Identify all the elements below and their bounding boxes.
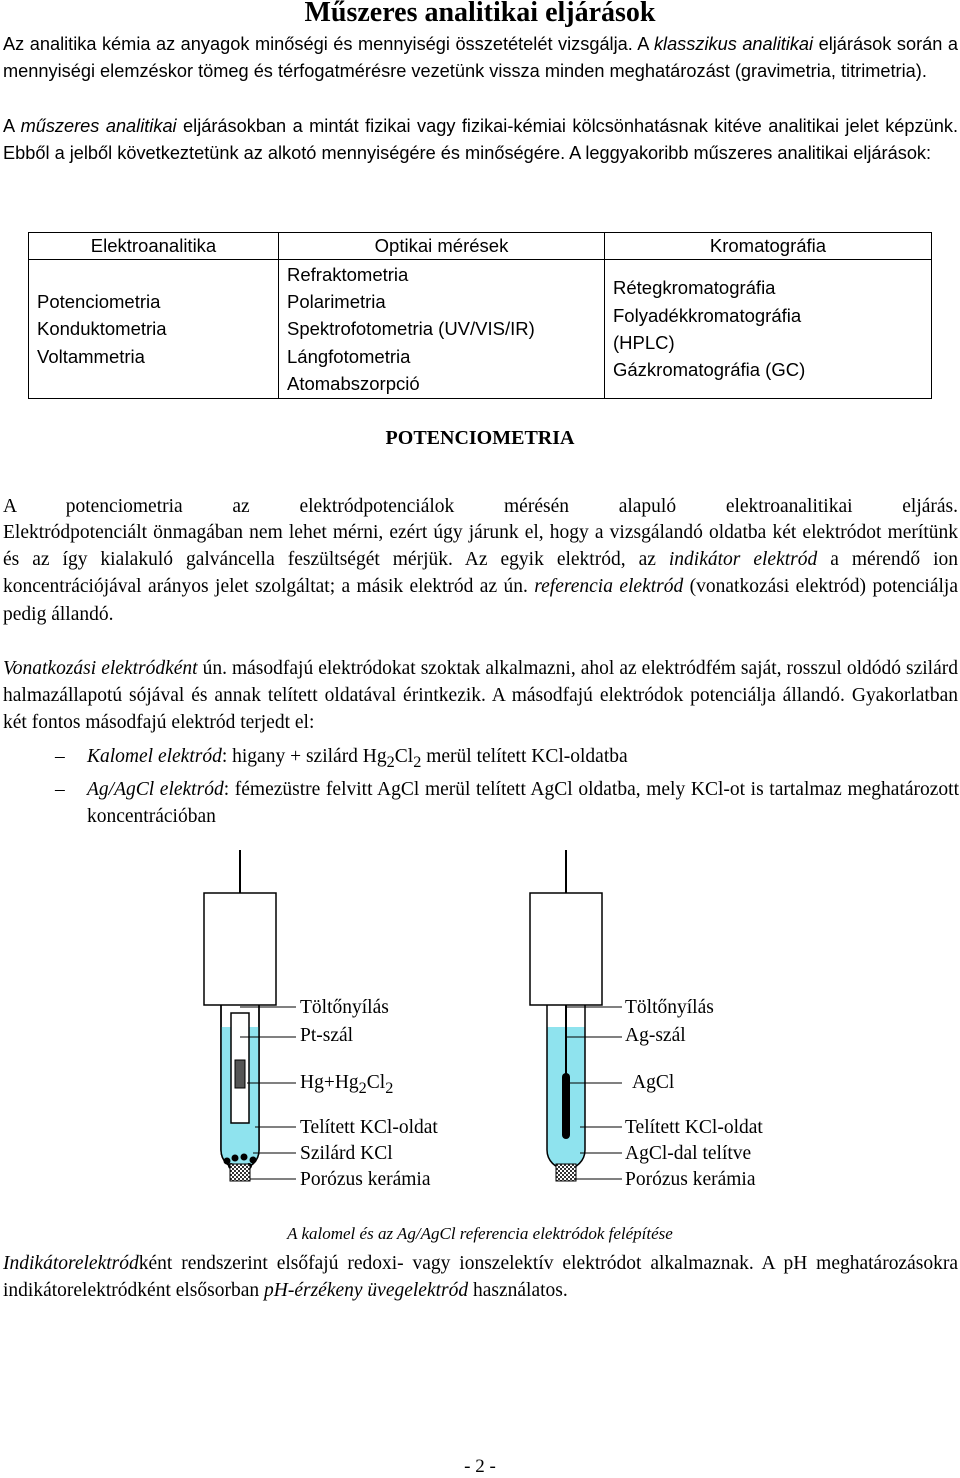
list-item: Konduktometria [37,318,167,340]
list-item: Folyadékkromatográfia [613,304,802,326]
label-saturated-kcl: Telített KCl-oldat [625,1117,763,1138]
text-run: Az analitika kémia az anyagok minőségi és mennyiségi összetételét vizsgálja. A [3,34,654,54]
indicator-electrode-paragraph [3,1250,958,1304]
list-item: Potenciometria [37,291,161,313]
subscript: 2 [386,752,395,771]
list-item: Gázkromatográfia (GC) [613,359,806,381]
cap [204,893,276,1005]
page-number: - 2 - [464,1456,496,1477]
hg-hg2cl2-paste [235,1060,245,1088]
text-run: : higany + szilárd Hg [221,746,387,767]
subscript: 2 [413,752,422,771]
text-run: eljárásokban a mintát fizikai vagy fizikai-kémiai kölcsönhatásnak kitéve analitikai jelet képzünk. Ebből a jelből következtetünk az alkotó mennyiségére és minőségére. A leggyakoribb műszeres analitikai eljárások: [3,116,959,164]
agcl-coating [562,1073,570,1139]
cap [530,893,602,1005]
text-run: használatos. [468,1280,568,1302]
italic-term: indikátor elektród [668,549,818,571]
list-item: Lángfotometria [287,345,411,367]
calomel-electrode [204,850,296,1181]
header-chromatography: Kromatográfia [605,233,932,260]
list-item: Polarimetria [287,291,386,313]
label-ag-wire: Ag-szál [625,1025,686,1046]
label-filling-hole: Töltőnyílás [625,997,714,1018]
dash-bullet: – [55,779,65,800]
text-run: (vonatkozási elektród) potenciálja pedig állandó. [3,576,958,625]
italic-term: Ag/AgCl elektród [87,779,224,800]
text-run: merül telített KCl-oldatba [421,746,628,767]
header-optical: Optikai mérések [279,233,605,260]
label-pt-wire: Pt-szál [300,1025,354,1046]
label-agcl-saturated: AgCl-dal telítve [625,1143,752,1164]
figure-caption: A kalomel és az Ag/AgCl referencia elektródok felépítése [287,1224,673,1243]
italic-term: Vonatkozási elektródként [3,658,198,679]
label-porous-ceramic: Porózus kerámia [300,1169,431,1190]
dash-bullet: – [55,746,65,767]
label-saturated-kcl: Telített KCl-oldat [300,1117,438,1138]
list-item: Rétegkromatográfia [613,277,776,299]
text-run: a mérendő ion koncentrációjával arányos jelet szolgáltat; a másik elektród az ún. [3,549,959,598]
subscript: 2 [385,1078,394,1097]
text-run: Elektródpotenciált önmagában nem lehet mérni, ezért úgy járunk el, hogy a vizsgálandó oldatba két elektródot merítünk és az így kialakuló galváncella feszültségét mérjük. Az egyik elektród, az [3,522,958,571]
italic-term: pH-érzékeny üvegelektród [264,1280,469,1302]
section-heading: POTENCIOMETRIA [385,427,575,449]
list-item: (HPLC) [613,332,675,353]
list-item: Spektrofotometria (UV/VIS/IR) [287,318,535,340]
list-item: Refraktometria [287,263,409,285]
text-run: eljárások során a mennyiségi elemzéskor tömeg és térfogatmérésre vezetünk vissza minden meghatározást (gravimetria, titrimetria). [3,34,958,82]
text-run: Cl [394,746,414,767]
porous-ceramic [230,1164,250,1181]
porous-ceramic [556,1164,576,1181]
potentiometry-definition: A potenciometria az elektródpotenciálok mérésén alapuló elektroanalitikai eljárás. [3,496,958,517]
italic-term: klasszikus analitikai [653,34,814,54]
text-run: ún. másodfajú elektródokat szoktak alkalmazni, ahol az elektródfém saját, rosszul oldódó szilárd halmazállapotú sójával és annak telített oldatával érintkezik. A másodfajú elektródok potenciálja állandó. Gyakorlatban két fontos másodfajú elektród terjedt el: [3,658,958,734]
page-title: Műszeres analitikai eljárások [304,0,656,28]
label-solid-kcl: Szilárd KCl [300,1143,393,1164]
agagcl-electrode [530,850,622,1181]
list-item: Voltammetria [37,345,145,367]
text-run: ként rendszerint elsőfajú redoxi- vagy ionszelektív elektródot alkalmaznak. A pH meghatározásokra indikátorelektródként elsősorban [3,1253,958,1302]
label-filling-hole: Töltőnyílás [300,997,389,1018]
label-hg-hg2cl2 [300,1072,393,1098]
text-run: A [3,116,21,136]
label-porous-ceramic: Porózus kerámia [625,1169,756,1190]
italic-term: referencia elektród [534,576,684,598]
italic-term: műszeres analitikai [20,116,177,136]
header-electroanalysis: Elektroanalitika [29,233,279,260]
text-run: Hg+Hg [300,1072,359,1093]
text-run: : fémezüstre felvitt AgCl merül telített AgCl oldatba, mely KCl-ot is tartalmaz meghatározott koncentrációban [87,779,960,828]
italic-term: Kalomel elektród [87,746,222,767]
label-agcl: AgCl [632,1072,675,1093]
italic-term: Indikátorelektród [3,1253,139,1274]
list-item: Atomabszorpció [287,372,420,394]
text-run: Cl [366,1072,386,1093]
subscript: 2 [358,1078,367,1097]
